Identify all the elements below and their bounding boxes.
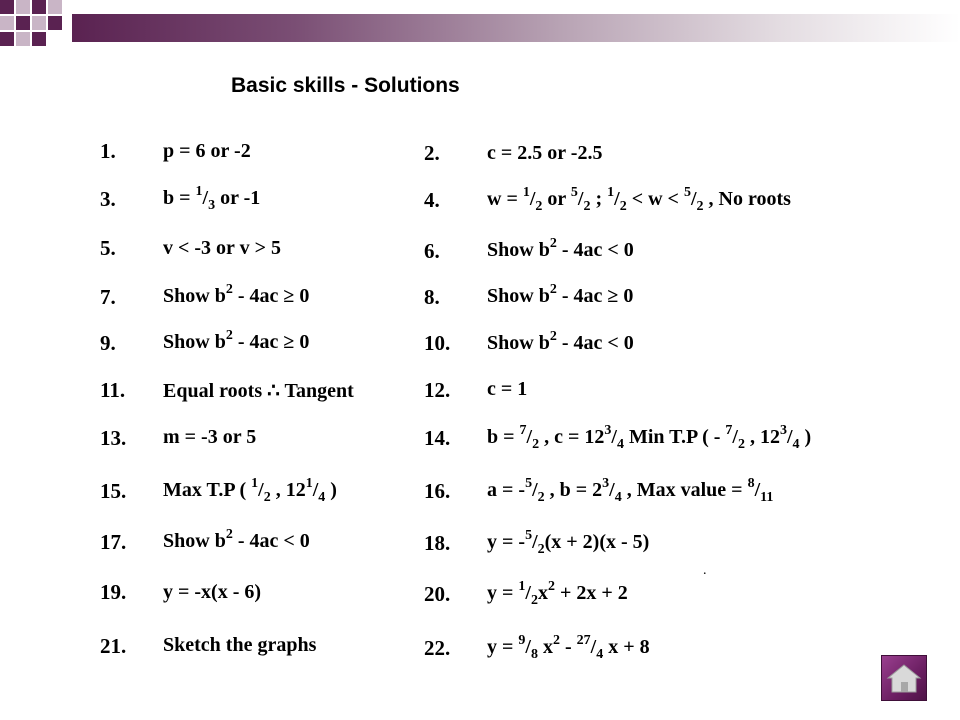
item-number: 20.	[424, 582, 451, 606]
item-number: 4.	[424, 188, 440, 212]
answer-5: v < -3 or v > 5	[163, 237, 281, 259]
answer-11: Equal roots ∴ Tangent	[163, 380, 354, 402]
answer-17: Show $b^2 - 4ac < 0$	[163, 527, 310, 552]
item-number: 5.	[100, 236, 116, 260]
answer-9: Show $b^2 - 4ac \ge 0$	[163, 328, 310, 353]
item-number: 9.	[100, 331, 116, 355]
answer-20: $y = ^1/_2x^2 + 2x + 2$	[487, 579, 628, 608]
item-number: 11.	[100, 378, 126, 402]
answer-16: $a = -^5/_2$ , $b = 2^3/_4$ , Max value = $^8/_{11}$	[487, 476, 774, 505]
item-number: 12.	[424, 378, 451, 402]
home-icon	[882, 656, 926, 700]
stray-dot: .	[703, 563, 707, 578]
answer-8: Show $b^2 - 4ac \ge 0$	[487, 282, 634, 307]
page-title: Basic skills - Solutions	[231, 74, 460, 97]
item-number: 21.	[100, 634, 127, 658]
answer-3: $b = ^1/_3$ or -1	[163, 184, 261, 213]
answer-14: $b = ^7/_2$ , $c = 12^3/_4$ Min T.P ( - $^7/_2$ , $12^3/_4$ )	[487, 423, 812, 452]
item-number: 18.	[424, 531, 451, 555]
answer-2: c = 2.5 or -2.5	[487, 142, 603, 164]
item-number: 13.	[100, 426, 127, 450]
item-number: 8.	[424, 285, 440, 309]
item-number: 7.	[100, 285, 116, 309]
answer-21: Sketch the graphs	[163, 634, 317, 656]
item-number: 3.	[100, 187, 116, 211]
answer-18: $y = -^5/_2(x + 2)(x - 5)$	[487, 528, 650, 557]
item-number: 16.	[424, 479, 451, 503]
answer-15: Max T.P ( $^1/_2$ , $12^1/_4$ )	[163, 476, 337, 505]
header-decoration	[0, 0, 960, 56]
item-number: 14.	[424, 426, 451, 450]
answer-6: Show $b^2 - 4ac < 0$	[487, 236, 634, 261]
answer-4: $w = ^1/_2$ or $^5/_2$ ; $^1/_2 < w < ^5/_2$ , No roots	[487, 185, 791, 214]
item-number: 15.	[100, 479, 127, 503]
answer-22: $y = ^9/_8$ $x^2 - ^{27}/_4$ x + 8	[487, 633, 650, 662]
answer-1: p = 6 or -2	[163, 140, 251, 162]
item-number: 6.	[424, 239, 440, 263]
answer-12: c = 1	[487, 378, 528, 400]
item-number: 1.	[100, 139, 116, 163]
answer-13: m = -3 or 5	[163, 426, 257, 448]
answer-19: y = -x(x - 6)	[163, 581, 262, 603]
item-number: 22.	[424, 636, 451, 660]
home-button[interactable]	[881, 655, 927, 701]
item-number: 2.	[424, 141, 440, 165]
answer-7: Show $b^2 - 4ac \ge 0$	[163, 282, 310, 307]
item-number: 17.	[100, 530, 127, 554]
item-number: 19.	[100, 580, 127, 604]
item-number: 10.	[424, 331, 451, 355]
answer-10: Show $b^2 - 4ac < 0$	[487, 329, 634, 354]
